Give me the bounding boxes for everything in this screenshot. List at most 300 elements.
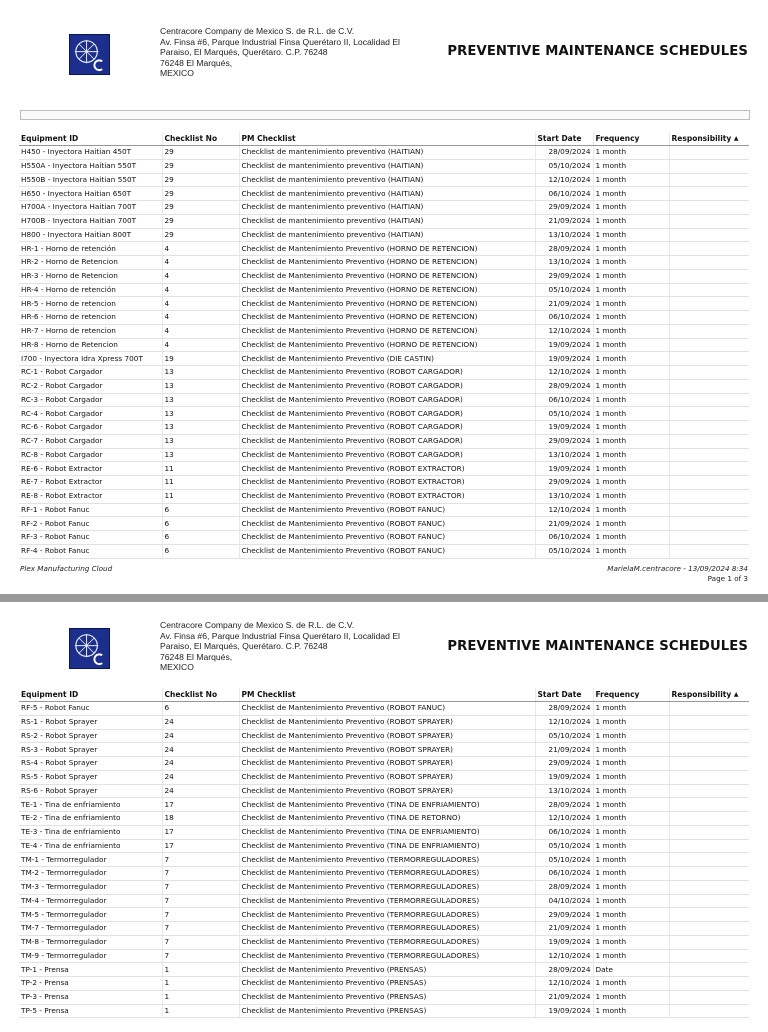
cell-checklist-no: 24 [162,770,239,784]
table-row[interactable] [19,1004,749,1018]
cell-pm-checklist: Checklist de Mantenimiento Preventivo (TINA DE ENFRIAMIENTO) [239,839,535,853]
cell-checklist-no: 1 [162,990,239,1004]
cell-start-date: 05/10/2024 [535,407,593,421]
table-row[interactable] [19,324,749,338]
table-row[interactable] [19,366,749,380]
cell-frequency: 1 month [593,544,669,558]
cell-checklist-no: 13 [162,421,239,435]
column-header-pm-checklist[interactable]: PM Checklist [239,688,535,702]
table-row[interactable] [19,784,749,798]
cell-frequency: 1 month [593,1004,669,1018]
cell-pm-checklist: Checklist de Mantenimiento Preventivo (ROBOT FANUC) [239,503,535,517]
sort-ascending-icon[interactable]: ▲ [733,135,739,142]
column-header-responsibility[interactable] [669,132,749,146]
table-row[interactable] [19,214,749,228]
table-row[interactable] [19,949,749,963]
cell-pm-checklist: Checklist de Mantenimiento Preventivo (PRENSAS) [239,977,535,991]
cell-start-date: 28/09/2024 [535,702,593,716]
table-row[interactable] [19,867,749,881]
table-row[interactable] [19,256,749,270]
cell-frequency: 1 month [593,173,669,187]
table-row[interactable] [19,503,749,517]
cell-checklist-no: 4 [162,283,239,297]
cell-responsibility [669,173,749,187]
table-row[interactable] [19,798,749,812]
cell-frequency: 1 month [593,825,669,839]
cell-start-date: 06/10/2024 [535,393,593,407]
cell-frequency: 1 month [593,146,669,160]
cell-equipment-id: RC-2 - Robot Cargador [19,379,162,393]
cell-responsibility [669,880,749,894]
cell-equipment-id: TM-1 - Termorregulador [19,853,162,867]
cell-equipment-id: RC-7 - Robot Cargador [19,434,162,448]
table-header-row [19,132,749,146]
cell-checklist-no: 1 [162,977,239,991]
cell-responsibility [669,503,749,517]
cell-start-date: 29/09/2024 [535,434,593,448]
cell-equipment-id: TM-9 - Termorregulador [19,949,162,963]
cell-frequency: 1 month [593,379,669,393]
cell-checklist-no: 11 [162,462,239,476]
cell-start-date: 12/10/2024 [535,366,593,380]
company-line: Av. Finsa #6, Parque Industrial Finsa Querétaro II, Localidad El [160,630,400,641]
company-address [160,26,400,79]
cell-responsibility [669,1004,749,1018]
cell-frequency: 1 month [593,503,669,517]
cell-responsibility [669,990,749,1004]
cell-pm-checklist: Checklist de Mantenimiento Preventivo (PRENSAS) [239,963,535,977]
cell-frequency: 1 month [593,407,669,421]
table-row[interactable] [19,894,749,908]
cell-equipment-id: TM-8 - Termorregulador [19,935,162,949]
cell-equipment-id: TP-1 - Prensa [19,963,162,977]
responsibility-label: Responsibility [671,134,732,143]
cell-responsibility [669,825,749,839]
cell-responsibility [669,187,749,201]
cell-frequency: 1 month [593,283,669,297]
cell-pm-checklist: Checklist de Mantenimiento Preventivo (ROBOT FANUC) [239,702,535,716]
table-row[interactable] [19,757,749,771]
cell-frequency: 1 month [593,531,669,545]
table-row[interactable] [19,242,749,256]
cell-checklist-no: 24 [162,715,239,729]
cell-pm-checklist: Checklist de Mantenimiento Preventivo (TERMORREGULADORES) [239,880,535,894]
table-row[interactable] [19,922,749,936]
table-body [19,146,749,559]
cell-checklist-no: 7 [162,894,239,908]
table-row[interactable] [19,812,749,826]
table-row[interactable] [19,173,749,187]
cell-start-date: 05/10/2024 [535,839,593,853]
cell-frequency: Date [593,963,669,977]
cell-pm-checklist: Checklist de Mantenimiento Preventivo (ROBOT SPRAYER) [239,729,535,743]
cell-frequency: 1 month [593,352,669,366]
cell-equipment-id: TM-3 - Termorregulador [19,880,162,894]
cell-equipment-id: TM-5 - Termorregulador [19,908,162,922]
cell-frequency: 1 month [593,922,669,936]
cell-pm-checklist: Checklist de Mantenimiento Preventivo (ROBOT SPRAYER) [239,715,535,729]
cell-responsibility [669,798,749,812]
table-row[interactable] [19,379,749,393]
cell-pm-checklist: Checklist de Mantenimiento Preventivo (HORNO DE RETENCION) [239,269,535,283]
cell-pm-checklist: Checklist de mantenimiento preventivo (HAITIAN) [239,214,535,228]
cell-checklist-no: 6 [162,503,239,517]
cell-checklist-no: 13 [162,407,239,421]
cell-equipment-id: TE-2 - Tina de enfriamiento [19,812,162,826]
cell-frequency: 1 month [593,214,669,228]
cell-pm-checklist: Checklist de Mantenimiento Preventivo (ROBOT SPRAYER) [239,770,535,784]
cell-checklist-no: 7 [162,949,239,963]
page-title: PREVENTIVE MAINTENANCE SCHEDULES [447,44,748,59]
cell-equipment-id: TM-2 - Termorregulador [19,867,162,881]
table-row[interactable] [19,159,749,173]
cell-equipment-id: TM-4 - Termorregulador [19,894,162,908]
cell-responsibility [669,839,749,853]
cell-checklist-no: 7 [162,908,239,922]
cell-checklist-no: 6 [162,517,239,531]
cell-pm-checklist: Checklist de Mantenimiento Preventivo (TINA DE RETORNO) [239,812,535,826]
cell-frequency: 1 month [593,489,669,503]
cell-equipment-id: RF-4 - Robot Fanuc [19,544,162,558]
cell-checklist-no: 24 [162,784,239,798]
table-row[interactable] [19,880,749,894]
cell-frequency: 1 month [593,757,669,771]
cell-equipment-id: TM-7 - Termorregulador [19,922,162,936]
table-row[interactable] [19,311,749,325]
cell-responsibility [669,702,749,716]
cell-checklist-no: 29 [162,146,239,160]
cell-checklist-no: 7 [162,867,239,881]
cell-responsibility [669,770,749,784]
cell-responsibility [669,228,749,242]
cell-responsibility [669,159,749,173]
footer-user-timestamp: MarielaM.centracore - 13/09/2024 8:34 [607,564,748,573]
cell-equipment-id: HR-3 - Horno de Retencion [19,269,162,283]
cell-checklist-no: 24 [162,757,239,771]
sort-ascending-icon[interactable]: ▲ [733,691,739,698]
cell-equipment-id: H700A - Inyectora Haitian 700T [19,201,162,215]
column-header-pm-checklist[interactable]: PM Checklist [239,132,535,146]
cell-equipment-id: TP-2 - Prensa [19,977,162,991]
cell-pm-checklist: Checklist de Mantenimiento Preventivo (ROBOT CARGADOR) [239,366,535,380]
table-row[interactable] [19,517,749,531]
page-title: PREVENTIVE MAINTENANCE SCHEDULES [447,639,748,654]
cell-responsibility [669,214,749,228]
cell-pm-checklist: Checklist de Mantenimiento Preventivo (TERMORREGULADORES) [239,853,535,867]
cell-frequency: 1 month [593,977,669,991]
column-header-start-date[interactable]: Start Date [535,688,593,702]
cell-start-date: 06/10/2024 [535,311,593,325]
column-header-equipment[interactable]: Equipment ID [19,688,162,702]
cell-equipment-id: RS-6 - Robot Sprayer [19,784,162,798]
cell-responsibility [669,448,749,462]
cell-start-date: 05/10/2024 [535,544,593,558]
cell-start-date: 28/09/2024 [535,242,593,256]
cell-responsibility [669,908,749,922]
cell-start-date: 06/10/2024 [535,825,593,839]
cell-responsibility [669,922,749,936]
cell-start-date: 19/09/2024 [535,1004,593,1018]
cell-responsibility [669,311,749,325]
table-row[interactable] [19,977,749,991]
cell-start-date: 28/09/2024 [535,379,593,393]
cell-pm-checklist: Checklist de mantenimiento preventivo (HAITIAN) [239,173,535,187]
table-row[interactable] [19,715,749,729]
cell-checklist-no: 29 [162,201,239,215]
cell-checklist-no: 13 [162,393,239,407]
cell-equipment-id: RF-3 - Robot Fanuc [19,531,162,545]
cell-frequency: 1 month [593,715,669,729]
cell-frequency: 1 month [593,798,669,812]
cell-start-date: 13/10/2024 [535,228,593,242]
column-header-checklist-no[interactable]: Checklist No [162,688,239,702]
cell-pm-checklist: Checklist de Mantenimiento Preventivo (ROBOT CARGADOR) [239,434,535,448]
cell-start-date: 19/09/2024 [535,352,593,366]
table-row[interactable] [19,853,749,867]
cell-equipment-id: RF-2 - Robot Fanuc [19,517,162,531]
cell-start-date: 05/10/2024 [535,853,593,867]
cell-start-date: 19/09/2024 [535,770,593,784]
cell-start-date: 21/09/2024 [535,743,593,757]
cell-responsibility [669,867,749,881]
table-row[interactable] [19,393,749,407]
cell-pm-checklist: Checklist de Mantenimiento Preventivo (TERMORREGULADORES) [239,935,535,949]
cell-start-date: 29/09/2024 [535,269,593,283]
cell-equipment-id: RF-1 - Robot Fanuc [19,503,162,517]
table-row[interactable] [19,935,749,949]
cell-pm-checklist: Checklist de Mantenimiento Preventivo (HORNO DE RETENCION) [239,324,535,338]
table-row[interactable] [19,201,749,215]
cell-frequency: 1 month [593,839,669,853]
cell-frequency: 1 month [593,867,669,881]
cell-start-date: 29/09/2024 [535,476,593,490]
cell-checklist-no: 13 [162,366,239,380]
cell-equipment-id: HR-5 - Horno de retencion [19,297,162,311]
cell-pm-checklist: Checklist de Mantenimiento Preventivo (ROBOT FANUC) [239,544,535,558]
cell-checklist-no: 11 [162,476,239,490]
table-row[interactable] [19,146,749,160]
cell-equipment-id: HR-4 - Horno de retención [19,283,162,297]
cell-responsibility [669,421,749,435]
company-line: Centracore Company de Mexico S. de R.L. de C.V. [160,620,355,630]
cell-frequency: 1 month [593,729,669,743]
cell-equipment-id: HR-2 - Horno de Retencion [19,256,162,270]
cell-checklist-no: 13 [162,379,239,393]
cell-start-date: 19/09/2024 [535,935,593,949]
cell-equipment-id: H550A - Inyectora Haitian 550T [19,159,162,173]
table-row[interactable] [19,338,749,352]
cell-pm-checklist: Checklist de Mantenimiento Preventivo (TINA DE ENFRIAMIENTO) [239,825,535,839]
table-row[interactable] [19,990,749,1004]
cell-frequency: 1 month [593,949,669,963]
cell-pm-checklist: Checklist de Mantenimiento Preventivo (ROBOT EXTRACTOR) [239,489,535,503]
cell-responsibility [669,935,749,949]
cell-pm-checklist: Checklist de Mantenimiento Preventivo (ROBOT FANUC) [239,531,535,545]
table-row[interactable] [19,407,749,421]
cell-pm-checklist: Checklist de Mantenimiento Preventivo (ROBOT SPRAYER) [239,743,535,757]
cell-start-date: 21/09/2024 [535,517,593,531]
cell-checklist-no: 4 [162,242,239,256]
cell-equipment-id: RE-6 - Robot Extractor [19,462,162,476]
cell-equipment-id: HR-6 - Horno de retencion [19,311,162,325]
cell-equipment-id: HR-1 - Horno de retención [19,242,162,256]
cell-start-date: 06/10/2024 [535,531,593,545]
cell-frequency: 1 month [593,269,669,283]
cell-pm-checklist: Checklist de Mantenimiento Preventivo (DIE CASTIN) [239,352,535,366]
table-body [19,702,749,1018]
table-row[interactable] [19,729,749,743]
cell-start-date: 28/09/2024 [535,880,593,894]
table-row[interactable] [19,770,749,784]
cell-start-date: 13/10/2024 [535,448,593,462]
cell-frequency: 1 month [593,770,669,784]
cell-pm-checklist: Checklist de Mantenimiento Preventivo (ROBOT CARGADOR) [239,407,535,421]
cell-frequency: 1 month [593,366,669,380]
cell-frequency: 1 month [593,894,669,908]
cell-checklist-no: 18 [162,812,239,826]
cell-equipment-id: RS-4 - Robot Sprayer [19,757,162,771]
cell-checklist-no: 7 [162,853,239,867]
cell-frequency: 1 month [593,393,669,407]
cell-responsibility [669,544,749,558]
cell-pm-checklist: Checklist de mantenimiento preventivo (HAITIAN) [239,146,535,160]
table-row[interactable] [19,352,749,366]
table-row[interactable] [19,825,749,839]
cell-start-date: 21/09/2024 [535,990,593,1004]
cell-frequency: 1 month [593,448,669,462]
cell-responsibility [669,476,749,490]
cell-start-date: 06/10/2024 [535,867,593,881]
cell-pm-checklist: Checklist de Mantenimiento Preventivo (ROBOT EXTRACTOR) [239,462,535,476]
cell-equipment-id: RE-8 - Robot Extractor [19,489,162,503]
cell-start-date: 12/10/2024 [535,949,593,963]
cell-start-date: 13/10/2024 [535,256,593,270]
cell-pm-checklist: Checklist de Mantenimiento Preventivo (PRENSAS) [239,990,535,1004]
cell-responsibility [669,352,749,366]
cell-checklist-no: 29 [162,173,239,187]
cell-responsibility [669,201,749,215]
table-row[interactable] [19,269,749,283]
cell-frequency: 1 month [593,853,669,867]
cell-equipment-id: H700B - Inyectora Haitian 700T [19,214,162,228]
cell-checklist-no: 7 [162,935,239,949]
cell-responsibility [669,812,749,826]
cell-frequency: 1 month [593,880,669,894]
cell-checklist-no: 4 [162,324,239,338]
table-row[interactable] [19,963,749,977]
table-row[interactable] [19,228,749,242]
cell-pm-checklist: Checklist de mantenimiento preventivo (HAITIAN) [239,228,535,242]
cell-start-date: 29/09/2024 [535,908,593,922]
cell-checklist-no: 29 [162,214,239,228]
cell-checklist-no: 4 [162,338,239,352]
cell-checklist-no: 13 [162,448,239,462]
cell-responsibility [669,366,749,380]
cell-start-date: 28/09/2024 [535,146,593,160]
column-header-responsibility[interactable] [669,688,749,702]
cell-equipment-id: RF-5 - Robot Fanuc [19,702,162,716]
cell-pm-checklist: Checklist de Mantenimiento Preventivo (HORNO DE RETENCION) [239,297,535,311]
table-row[interactable] [19,544,749,558]
cell-responsibility [669,853,749,867]
company-line: MEXICO [160,662,194,673]
cell-pm-checklist: Checklist de mantenimiento preventivo (HAITIAN) [239,159,535,173]
table-row[interactable] [19,839,749,853]
table-row[interactable] [19,743,749,757]
cell-checklist-no: 11 [162,489,239,503]
cell-checklist-no: 4 [162,297,239,311]
cell-start-date: 05/10/2024 [535,283,593,297]
cell-start-date: 21/09/2024 [535,214,593,228]
cell-start-date: 05/10/2024 [535,159,593,173]
column-header-start-date[interactable]: Start Date [535,132,593,146]
cell-checklist-no: 19 [162,352,239,366]
table-row[interactable] [19,908,749,922]
cell-equipment-id: TE-4 - Tina de enfriamiento [19,839,162,853]
cell-equipment-id: RC-6 - Robot Cargador [19,421,162,435]
cell-frequency: 1 month [593,517,669,531]
cell-responsibility [669,743,749,757]
table-header-row [19,688,749,702]
table-row[interactable] [19,476,749,490]
table-row[interactable] [19,531,749,545]
table-row[interactable] [19,434,749,448]
table-row[interactable] [19,297,749,311]
cell-equipment-id: RE-7 - Robot Extractor [19,476,162,490]
cell-responsibility [669,407,749,421]
cell-equipment-id: I700 - Inyectora Idra Xpress 700T [19,352,162,366]
table-row[interactable] [19,448,749,462]
company-line: Paraiso, El Marqués, Querétaro. C.P. 76248 [160,641,328,652]
cell-start-date: 29/09/2024 [535,201,593,215]
table-row[interactable] [19,283,749,297]
cell-frequency: 1 month [593,159,669,173]
cell-checklist-no: 1 [162,1004,239,1018]
cell-checklist-no: 17 [162,798,239,812]
table-row[interactable] [19,421,749,435]
cell-checklist-no: 7 [162,922,239,936]
cell-start-date: 13/10/2024 [535,489,593,503]
column-header-frequency[interactable]: Frequency [593,132,669,146]
column-header-equipment[interactable]: Equipment ID [19,132,162,146]
cell-pm-checklist: Checklist de Mantenimiento Preventivo (ROBOT CARGADOR) [239,421,535,435]
column-header-checklist-no[interactable]: Checklist No [162,132,239,146]
company-logo-icon [69,34,110,75]
cell-checklist-no: 29 [162,187,239,201]
cell-checklist-no: 24 [162,743,239,757]
cell-equipment-id: RS-2 - Robot Sprayer [19,729,162,743]
cell-frequency: 1 month [593,476,669,490]
cell-pm-checklist: Checklist de mantenimiento preventivo (HAITIAN) [239,187,535,201]
cell-frequency: 1 month [593,187,669,201]
cell-equipment-id: TP-3 - Prensa [19,990,162,1004]
table-row[interactable] [19,702,749,716]
cell-responsibility [669,489,749,503]
cell-responsibility [669,256,749,270]
table-row[interactable] [19,462,749,476]
column-header-frequency[interactable]: Frequency [593,688,669,702]
cell-equipment-id: HR-7 - Horno de retencion [19,324,162,338]
cell-start-date: 12/10/2024 [535,812,593,826]
cell-start-date: 12/10/2024 [535,715,593,729]
cell-pm-checklist: Checklist de Mantenimiento Preventivo (HORNO DE RETENCION) [239,311,535,325]
table-row[interactable] [19,489,749,503]
cell-frequency: 1 month [593,324,669,338]
cell-pm-checklist: Checklist de Mantenimiento Preventivo (TERMORREGULADORES) [239,922,535,936]
cell-checklist-no: 24 [162,729,239,743]
report-page-2 [0,602,768,1032]
table-row[interactable] [19,187,749,201]
